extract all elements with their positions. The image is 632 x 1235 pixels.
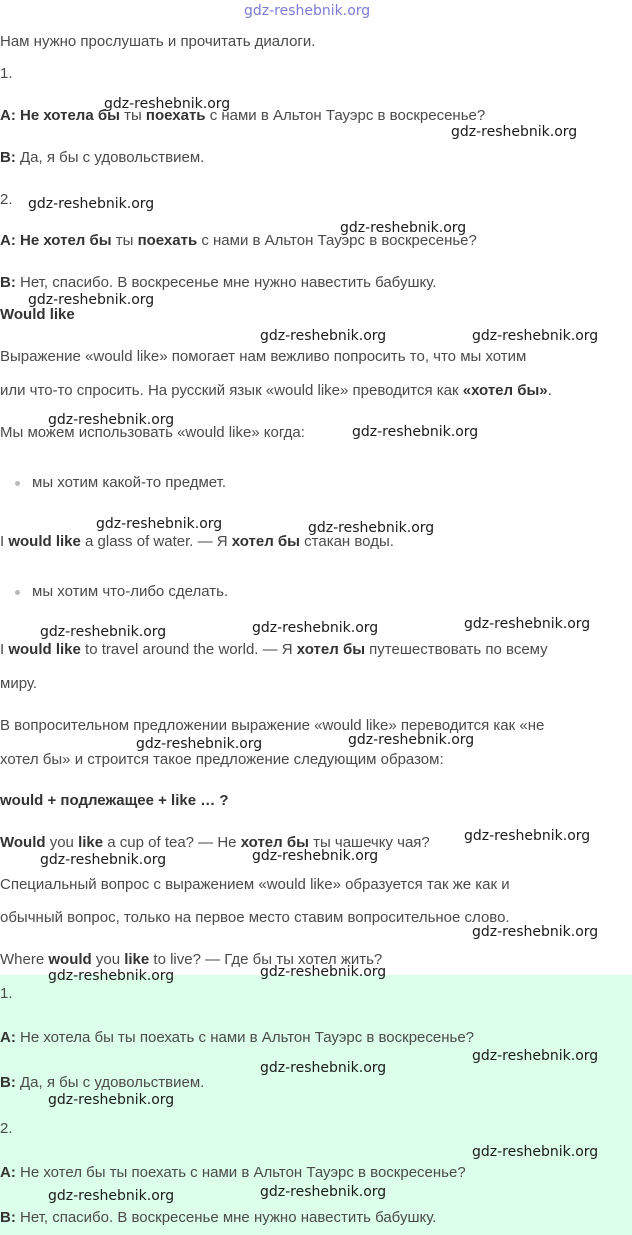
answer-1-line-a: A: Не хотела бы ты поехать с нами в Альтон Тауэрс в воскресенье? — [0, 1029, 475, 1046]
rule-title: Would like — [0, 306, 75, 323]
watermark: gdz-reshebnik.org — [472, 1048, 599, 1064]
answer-2-line-a: A: Не хотел бы ты поехать с нами в Альтон Тауэрс в воскресенье? — [0, 1164, 466, 1181]
answer-number-1: 1. — [0, 985, 13, 1002]
bullet-item-1: мы хотим какой-то предмет. — [32, 474, 226, 491]
answer-2-line-b: B: Нет, спасибо. В воскресенье мне нужно навестить бабушку. — [0, 1209, 437, 1226]
dialog-number-2: 2. — [0, 191, 13, 208]
watermark: gdz-reshebnik.org — [260, 964, 387, 980]
watermark: gdz-reshebnik.org — [464, 616, 591, 632]
answer-1-line-b: B: Да, я бы с удовольствием. — [0, 1074, 205, 1091]
watermark: gdz-reshebnik.org — [340, 220, 467, 236]
bullet-item-2: мы хотим что-либо сделать. — [32, 583, 229, 600]
rule-paragraph-1-line-1: Выражение «would like» помогает нам вежливо попросить то, что мы хотим — [0, 348, 527, 365]
watermark: gdz-reshebnik.org — [28, 292, 155, 308]
watermark: gdz-reshebnik.org — [48, 412, 175, 428]
watermark: gdz-reshebnik.org — [352, 424, 479, 440]
watermark: gdz-reshebnik.org — [464, 828, 591, 844]
special-question-line-1: Специальный вопрос с выражением «would like» образуется так же как и — [0, 876, 510, 893]
intro-text: Нам нужно прослушать и прочитать диалоги. — [0, 33, 316, 50]
bullet-dot-2 — [15, 590, 20, 595]
example-2-line-1: I would like to travel around the world. — Я хотел бы путешествовать по всему — [0, 641, 548, 658]
watermark: gdz-reshebnik.org — [104, 96, 231, 112]
rule-paragraph-1-line-2: или что-то спросить. На русский язык «would like» преводится как «хотел бы». — [0, 382, 552, 399]
watermark: gdz-reshebnik.org — [472, 1144, 599, 1160]
watermark: gdz-reshebnik.org — [28, 196, 155, 212]
example-4: Where would you like to live? — Где бы ты хотел жить? — [0, 951, 383, 968]
question-rule-line-1: В вопросительном предложении выражение «would like» переводится как «не — [0, 717, 545, 734]
watermark: gdz-reshebnik.org — [136, 736, 263, 752]
watermark: gdz-reshebnik.org — [348, 732, 475, 748]
watermark: gdz-reshebnik.org — [308, 520, 435, 536]
watermark: gdz-reshebnik.org — [40, 624, 167, 640]
dialog-2-line-b: B: Нет, спасибо. В воскресенье мне нужно навестить бабушку. — [0, 274, 437, 291]
example-2-line-2: миру. — [0, 675, 38, 692]
watermark: gdz-reshebnik.org — [252, 620, 379, 636]
watermark: gdz-reshebnik.org — [472, 924, 599, 940]
question-rule-line-2: хотел бы» и строится такое предложение следующим образом: — [0, 751, 444, 768]
watermark: gdz-reshebnik.org — [48, 1188, 175, 1204]
dialog-number-1: 1. — [0, 65, 13, 82]
watermark: gdz-reshebnik.org — [48, 1092, 175, 1108]
watermark: gdz-reshebnik.org — [260, 328, 387, 344]
dialog-1-line-b: B: Да, я бы с удовольствием. — [0, 149, 205, 166]
bullet-dot-1 — [15, 481, 20, 486]
watermark-top: gdz-reshebnik.org — [244, 3, 371, 19]
rule-paragraph-2: Мы можем использовать «would like» когда: — [0, 424, 305, 441]
dialog-1-line-a: A: Не хотела бы ты поехать с нами в Альтон Тауэрс в воскресенье? — [0, 107, 486, 124]
watermark: gdz-reshebnik.org — [472, 328, 599, 344]
watermark: gdz-reshebnik.org — [451, 124, 578, 140]
watermark: gdz-reshebnik.org — [96, 516, 223, 532]
watermark: gdz-reshebnik.org — [260, 1184, 387, 1200]
watermark: gdz-reshebnik.org — [48, 968, 175, 984]
example-3: Would you like a cup of tea? — Не хотел бы ты чашечку чая? — [0, 834, 430, 851]
watermark: gdz-reshebnik.org — [40, 852, 167, 868]
watermark: gdz-reshebnik.org — [260, 1060, 387, 1076]
formula: would + подлежащее + like … ? — [0, 792, 229, 809]
special-question-line-2: обычный вопрос, только на первое место ставим вопросительное слово. — [0, 909, 510, 926]
answer-number-2: 2. — [0, 1120, 13, 1137]
example-1: I would like a glass of water. — Я хотел бы стакан воды. — [0, 533, 394, 550]
watermark: gdz-reshebnik.org — [252, 848, 379, 864]
dialog-2-line-a: A: Не хотел бы ты поехать с нами в Альтон Тауэрс в воскресенье? — [0, 232, 477, 249]
